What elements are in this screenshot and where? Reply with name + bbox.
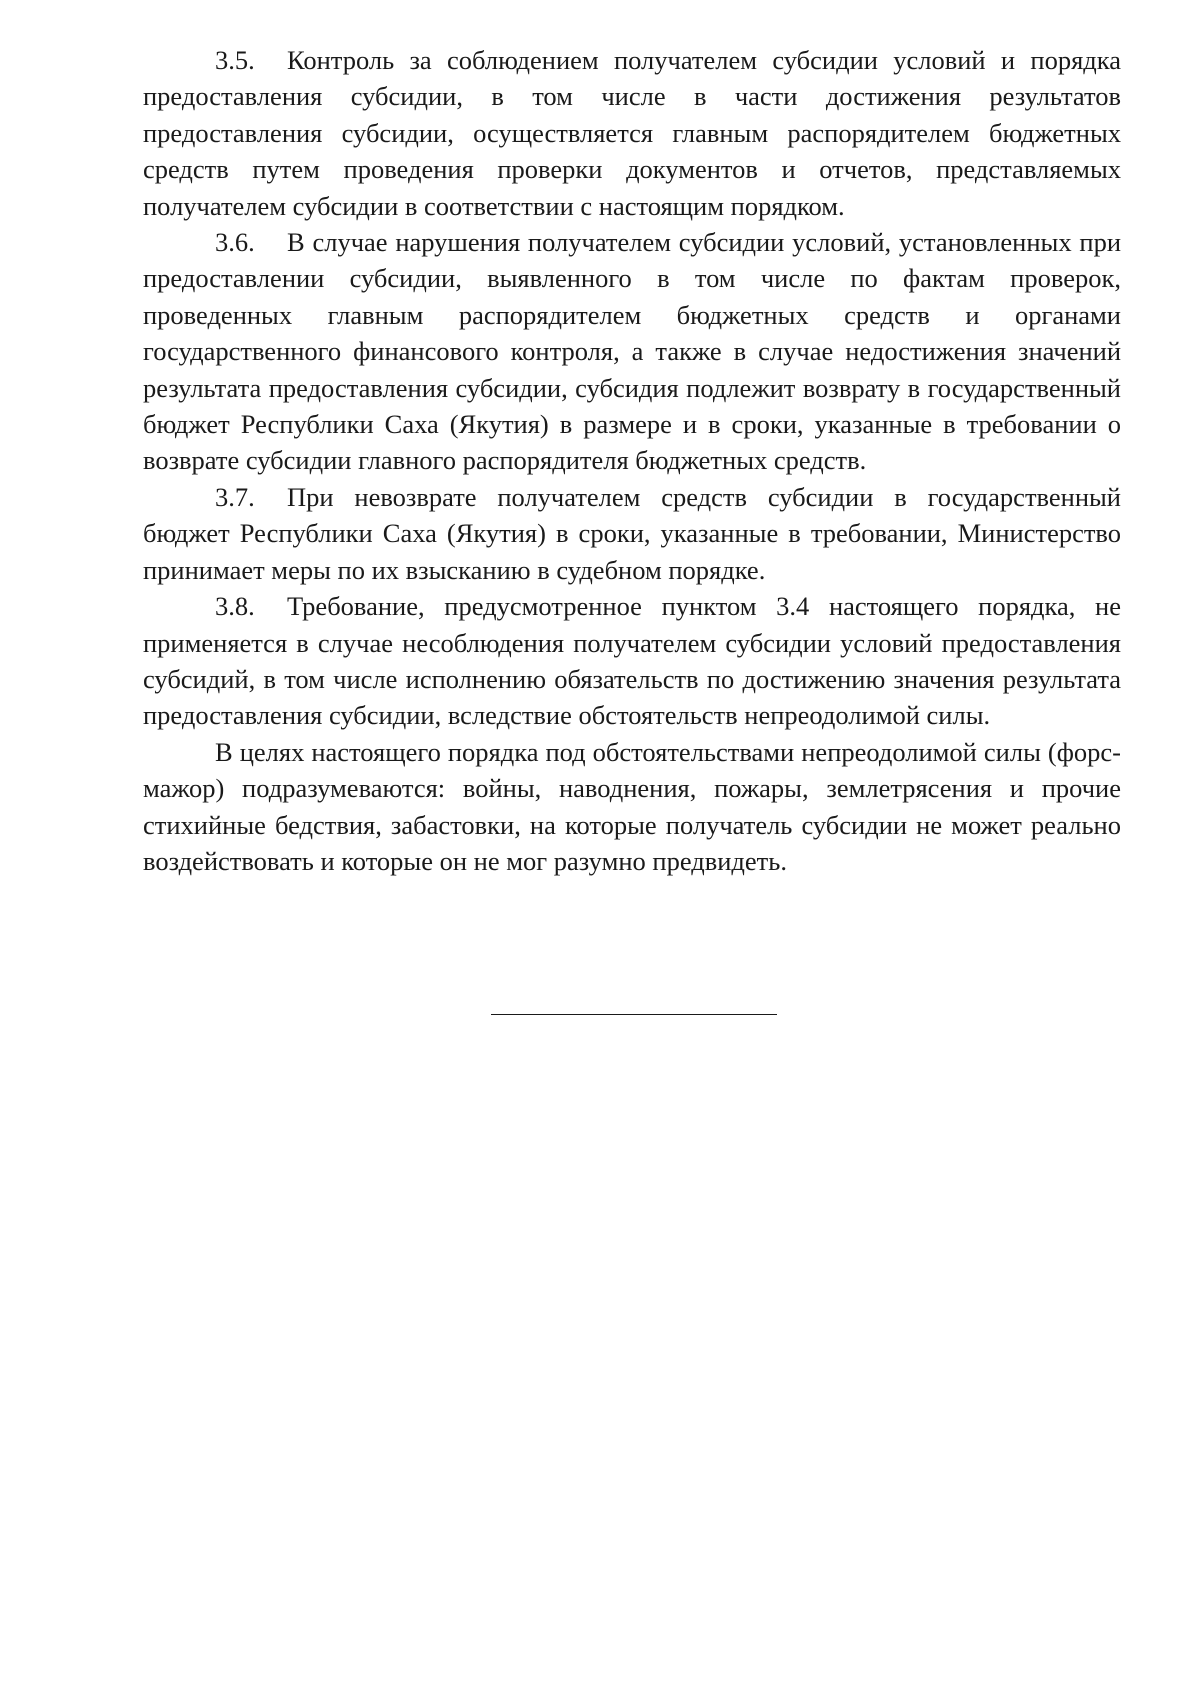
paragraph-text: При невозврате получателем средств субсидии в государственный бюджет Республики Саха (Якутия) в сроки, указанные в требовании, Министерство принимает меры по их взысканию в судебном порядке. (143, 481, 1121, 585)
paragraph-3-5 (143, 42, 1121, 224)
paragraph-text: В целях настоящего порядка под обстоятельствами непреодолимой силы (форс-мажор) подразумеваются: войны, наводнения, пожары, землетрясения и прочие стихийные бедствия, забастовки, на которые получатель субсидии не может реально воздействовать и которые он не мог разумно предвидеть. (143, 736, 1121, 876)
paragraph-text: Требование, предусмотренное пунктом 3.4 настоящего порядка, не применяется в случае несоблюдения получателем субсидии условий предоставления субсидий, в том числе исполнению обязательств по достижению значения результата предоставления субсидии, вследствие обстоятельств непреодолимой силы. (143, 591, 1121, 731)
paragraph-text: Контроль за соблюдением получателем субсидии условий и порядка предоставления субсидии, в том числе в части достижения результатов предоставления субсидии, осуществляется главным распорядителем бюджетных средств путем проведения проверки документов и отчетов, представляемых получателем субсидии в соответствии с настоящим порядком. (143, 45, 1121, 221)
document-body (143, 42, 1121, 879)
paragraph-3-7 (143, 479, 1121, 588)
paragraph-3-6 (143, 224, 1121, 479)
paragraph-3-8 (143, 588, 1121, 734)
paragraph-number: 3.8. (215, 591, 255, 622)
end-of-document-rule (491, 1014, 777, 1015)
paragraph-text: В случае нарушения получателем субсидии условий, установленных при предоставлении субсидии, выявленного в том числе по фактам проверок, проведенных главным распорядителем бюджетных средств и органами государственного финансового контроля, а также в случае недостижения значений результата предоставления субсидии, субсидия подлежит возврату в государственный бюджет Республики Саха (Якутия) в размере и в сроки, указанные в требовании о возврате субсидии главного распорядителя бюджетных средств. (143, 227, 1121, 476)
paragraph-number: 3.6. (215, 227, 255, 258)
paragraph-number: 3.7. (215, 481, 255, 512)
paragraph-number: 3.5. (215, 45, 255, 75)
paragraph-force-majeure (143, 734, 1121, 880)
